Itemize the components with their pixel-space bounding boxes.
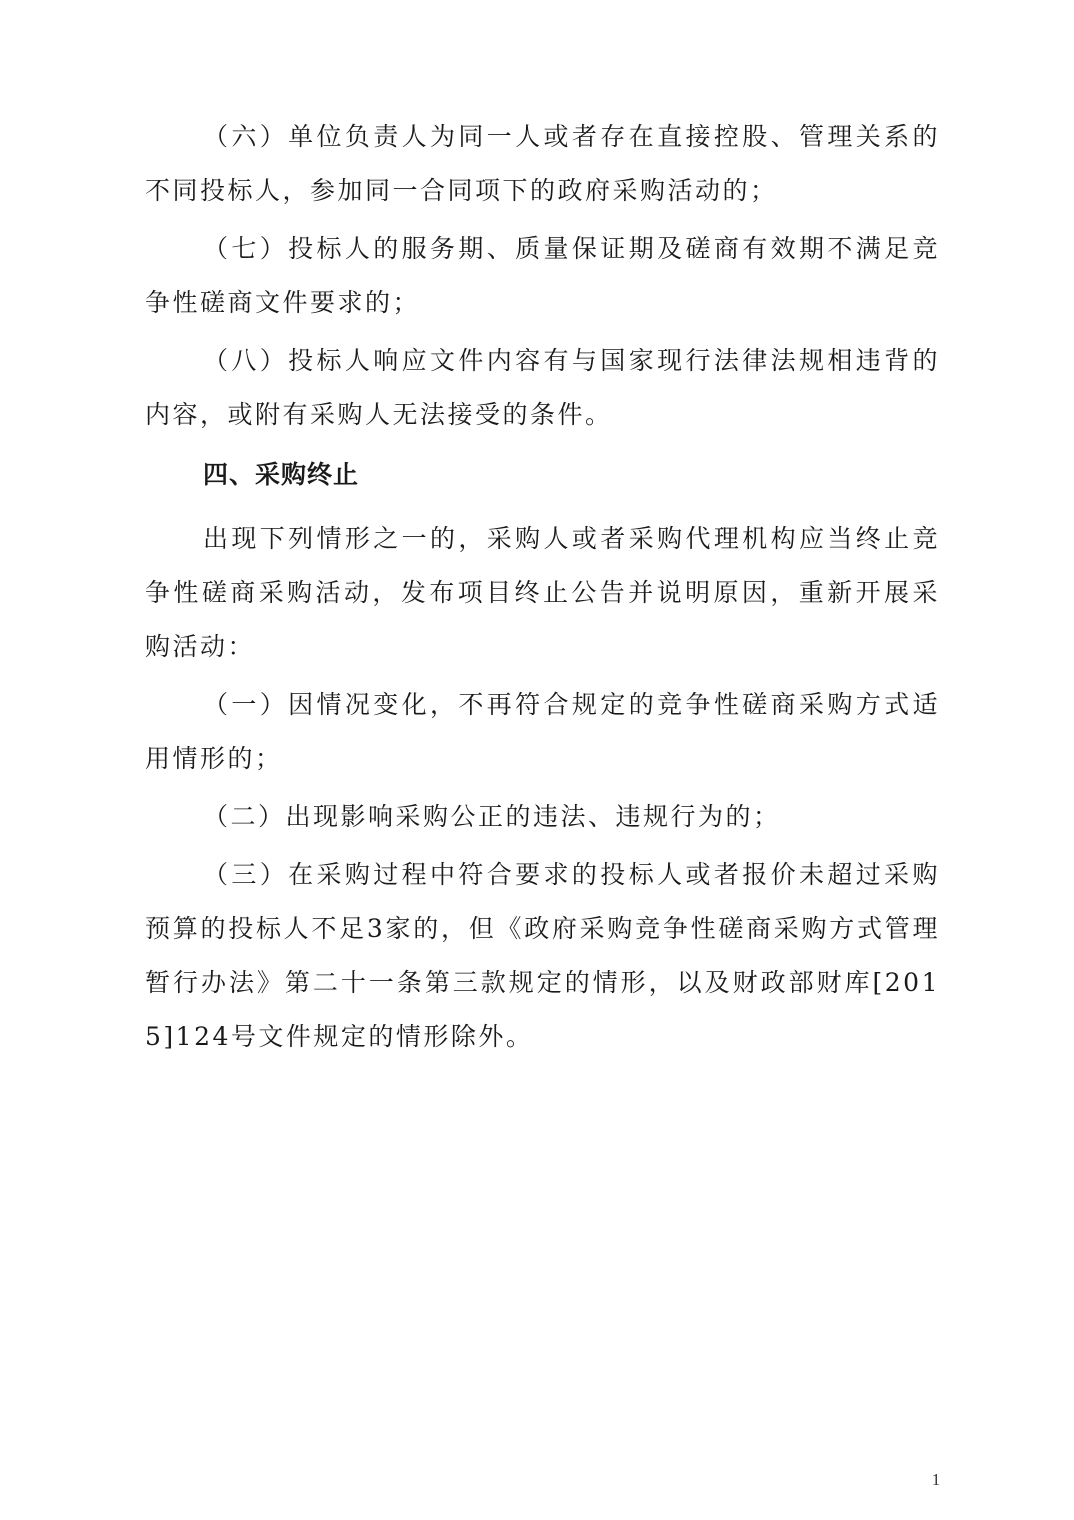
page-number: 1 <box>931 1470 941 1489</box>
paragraph-item-six: （六）单位负责人为同一人或者存在直接控股、管理关系的不同投标人，参加同一合同项下的政府采购活动的； <box>145 122 940 205</box>
termination-item-one: （一）因情况变化，不再符合规定的竞争性磋商采购方式适用情形的； <box>145 690 940 773</box>
section-intro-paragraph: 出现下列情形之一的，采购人或者采购代理机构应当终止竞争性磋商采购活动，发布项目终止公告并说明原因，重新开展采购活动： <box>145 524 940 661</box>
paragraph-item-seven: （七）投标人的服务期、质量保证期及磋商有效期不满足竞争性磋商文件要求的； <box>145 234 940 317</box>
section-heading: 四、采购终止 <box>203 460 360 489</box>
termination-item-three: （三）在采购过程中符合要求的投标人或者报价未超过采购预算的投标人不足3家的，但《政府采购竞争性磋商采购方式管理暂行办法》第二十一条第三款规定的情形，以及财政部财库[2015]124号文件规定的情形除外。 <box>145 860 940 1051</box>
termination-item-two: （二）出现影响采购公正的违法、违规行为的； <box>203 802 781 831</box>
document-body <box>145 110 940 1068</box>
paragraph-item-eight: （八）投标人响应文件内容有与国家现行法律法规相违背的内容，或附有采购人无法接受的条件。 <box>145 346 940 429</box>
